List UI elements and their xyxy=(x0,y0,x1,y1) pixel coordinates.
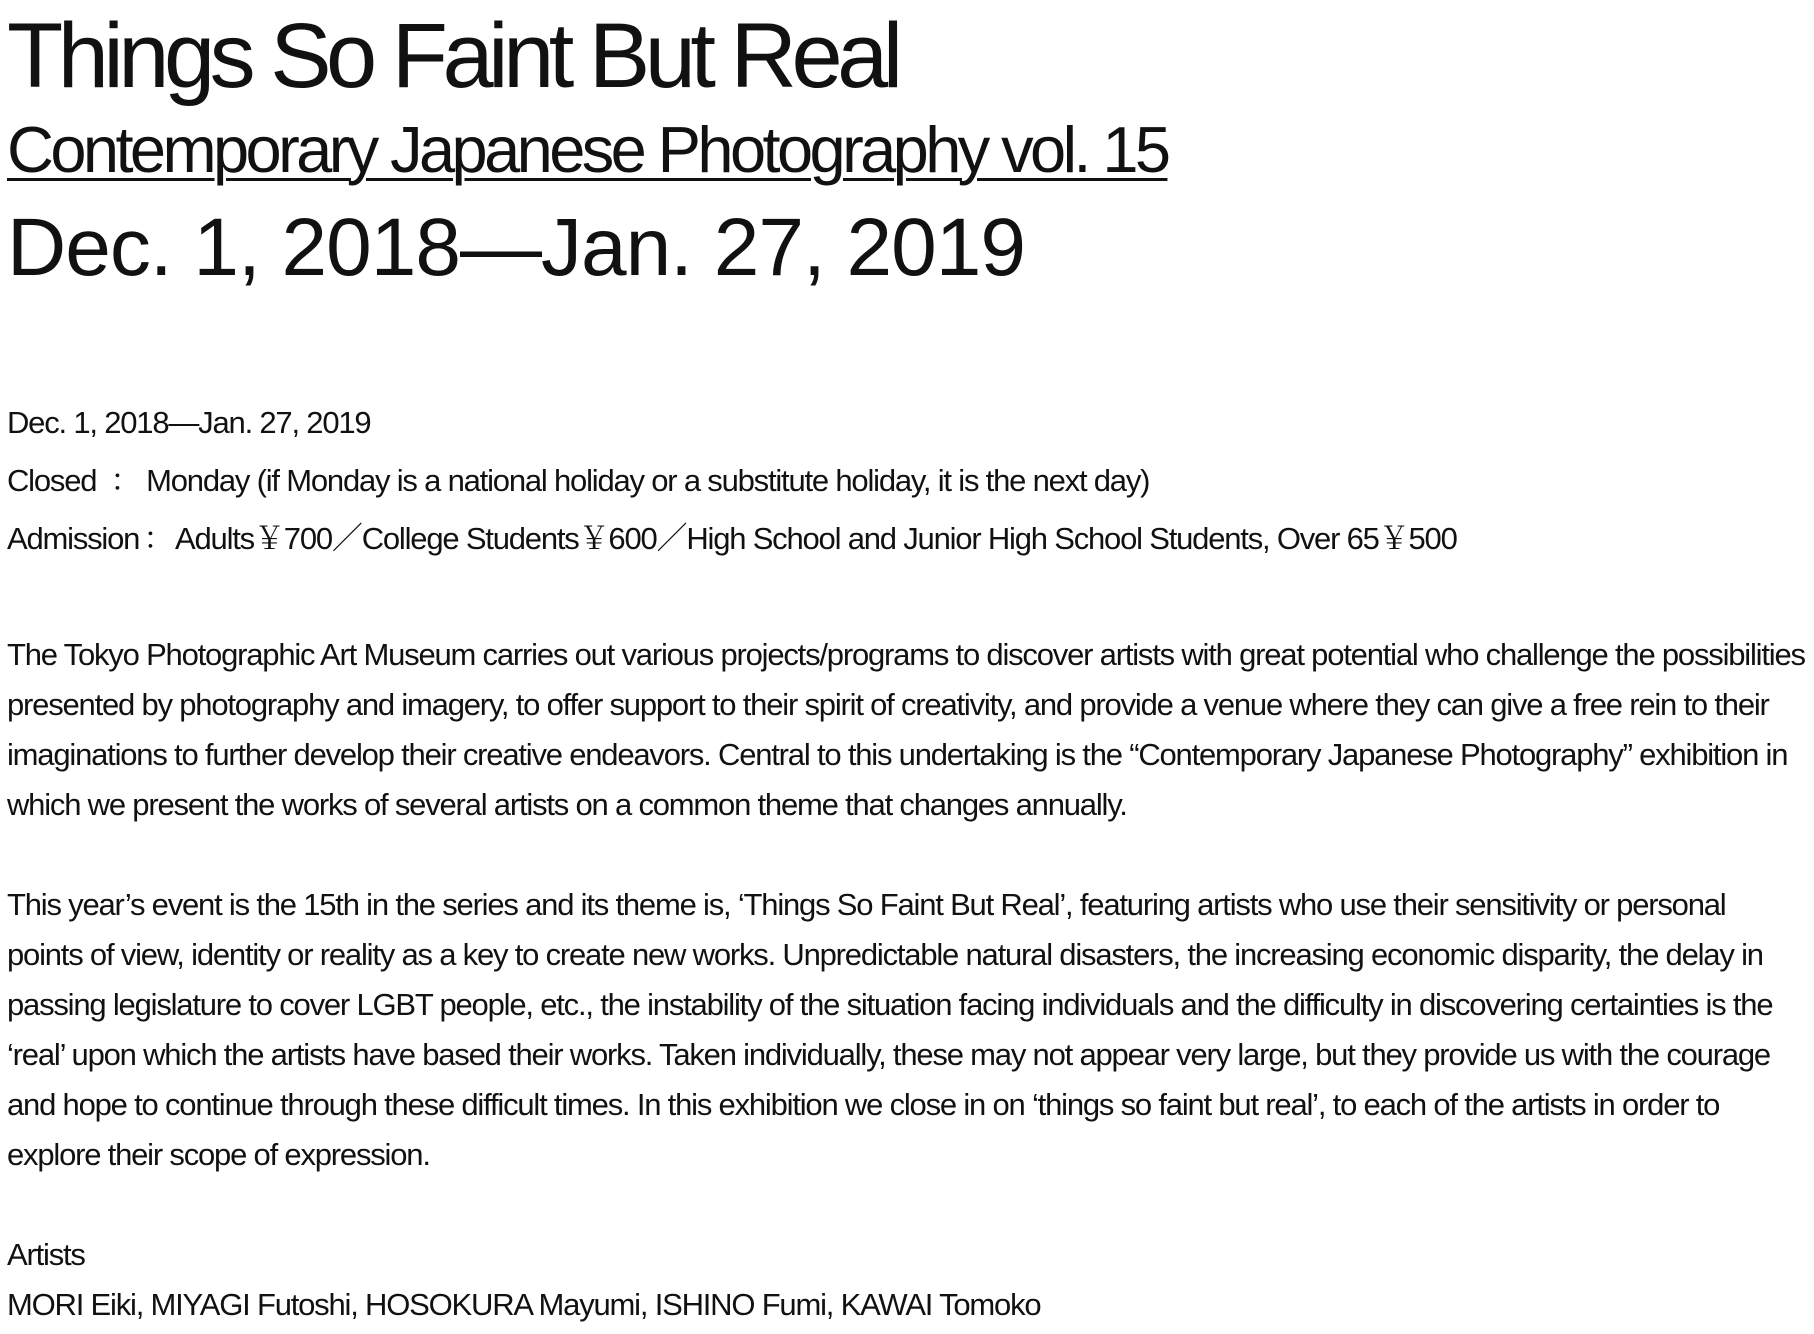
exhibition-info xyxy=(7,394,1814,568)
exhibition-period-heading: Dec. 1, 2018—Jan. 27, 2019 xyxy=(7,202,1025,293)
description-paragraph-2: This year’s event is the 15th in the series and its theme is, ‘Things So Faint But Real’, featuring artists who use their sensitivity or personal points of view, identity or reality as a key to create new works. Unpredictable natural disasters, the increasing economic disparity, the delay in passing legislature to cover LGBT people, etc., the instability of the situation facing individuals and the difficulty in discovering certainties is the ‘real’ upon which the artists have based their works. Taken individually, these may not appear very large, but they provide us with the courage and hope to continue through these difficult times. In this exhibition we close in on ‘things so faint but real’, to each of the artists in order to explore their scope of expression. xyxy=(7,887,1773,1172)
description-paragraph-1: The Tokyo Photographic Art Museum carries out various projects/programs to discover artists with great potential who challenge the possibilities presented by photography and imagery, to offer support to their spirit of creativity, and provide a venue where they can give a free rein to their imaginations to further develop their creative endeavors. Central to this undertaking is the “Contemporary Japanese Photography” exhibition in which we present the works of several artists on a common theme that changes annually. xyxy=(7,637,1805,822)
info-closed xyxy=(7,452,1814,510)
closed-label: Closed xyxy=(7,463,97,498)
info-period: Dec. 1, 2018—Jan. 27, 2019 xyxy=(7,405,371,440)
admission-value: Adults￥700／College Students￥600／High School and Junior High School Students, Over 65￥500 xyxy=(175,521,1457,556)
admission-separator: ： xyxy=(143,521,174,556)
series-subtitle-link[interactable]: Contemporary Japanese Photography vol. 15 xyxy=(7,113,1168,186)
info-admission xyxy=(7,510,1814,568)
closed-value: Monday (if Monday is a national holiday or a substitute holiday, it is the next day) xyxy=(146,463,1150,498)
artists-section xyxy=(7,1230,1814,1330)
admission-label: Admission xyxy=(7,521,140,556)
closed-separator: ： xyxy=(110,463,141,498)
artists-names: MORI Eiki, MIYAGI Futoshi, HOSOKURA Mayumi, ISHINO Fumi, KAWAI Tomoko xyxy=(7,1287,1041,1322)
artists-heading: Artists xyxy=(7,1237,85,1272)
exhibition-title: Things So Faint But Real xyxy=(7,5,898,107)
